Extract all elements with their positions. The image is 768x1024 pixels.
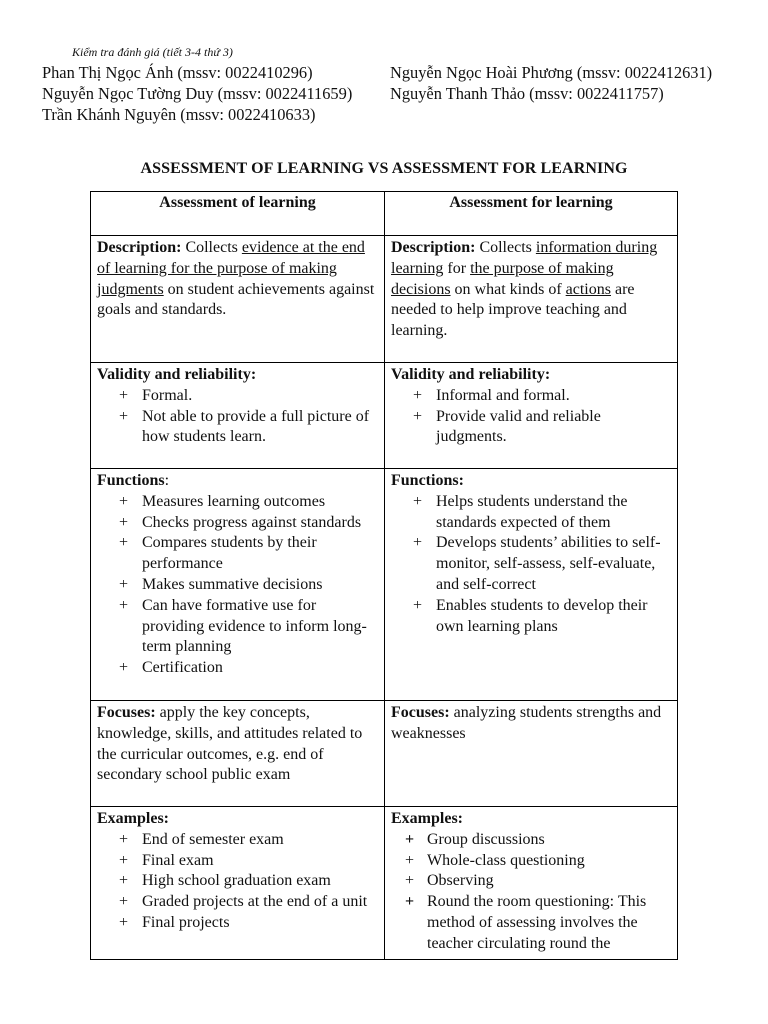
document-title: ASSESSMENT OF LEARNING VS ASSESSMENT FOR LEARNING (140, 160, 628, 177)
focuses-row (91, 701, 678, 807)
plus-bullet-icon: + (413, 492, 423, 510)
list-item-text: Observing (427, 872, 494, 890)
focuses-of-cell (91, 701, 385, 807)
list-item (97, 386, 378, 407)
functions-for-list (391, 492, 671, 638)
list-item-text: Develops students’ abilities to self- monitor, self-assess, self-evaluate, and self-correct (436, 534, 661, 593)
list-item-text: Helps students understand the standards expected of them (436, 492, 628, 531)
functions-label: Functions (97, 472, 165, 489)
text: for (443, 259, 471, 277)
text: Collects (475, 239, 536, 256)
plus-bullet-icon: + (405, 851, 415, 869)
list-item (391, 596, 671, 638)
plus-bullet-icon: + (119, 872, 129, 890)
list-item (97, 596, 378, 658)
table-header-row (91, 192, 678, 236)
functions-for-cell (385, 469, 678, 701)
list-item-text: High school graduation exam (142, 872, 331, 890)
underlined-text: actions (565, 280, 611, 298)
list-item (97, 513, 378, 534)
plus-bullet-icon: + (119, 407, 129, 425)
plus-bullet-icon: + (405, 893, 415, 911)
list-item (391, 492, 671, 534)
plus-bullet-icon: + (405, 830, 415, 848)
functions-of-cell (91, 469, 385, 701)
plus-bullet-icon: + (119, 596, 129, 614)
authors-left (42, 63, 352, 125)
author-name: Nguyễn Ngọc Hoài Phương (mssv: 0022412631) (390, 63, 713, 82)
list-item (391, 386, 671, 407)
functions-row (91, 469, 678, 701)
description-of-cell (91, 236, 385, 363)
plus-bullet-icon: + (119, 913, 129, 931)
underlined-text: evidence at the end of learning for the purpose of making judgments (97, 239, 365, 298)
list-item (97, 492, 378, 513)
validity-label: Validity and reliability: (97, 366, 257, 383)
validity-for-list (391, 386, 671, 448)
comparison-table (90, 191, 678, 960)
authors-right (390, 63, 712, 105)
plus-bullet-icon: + (119, 851, 129, 869)
text: on what kinds of (450, 280, 566, 298)
course-subtitle: Kiểm tra đánh giá (tiết 3-4 thứ 3) (72, 45, 233, 59)
examples-for-list (391, 830, 671, 955)
text: are needed to help improve teaching and learning. (391, 280, 635, 340)
plus-bullet-icon: + (119, 534, 129, 552)
list-item (97, 658, 378, 679)
list-item-text: Checks progress against standards (142, 513, 362, 531)
validity-for-cell (385, 363, 678, 469)
plus-bullet-icon: + (119, 513, 129, 531)
text: apply the key concepts, knowledge, skills, and attitudes related to the curricular outcomes, e.g. end of secondary school public exam (97, 704, 363, 784)
description-label: Description: (391, 239, 476, 256)
list-item-text: Informal and formal. (436, 386, 570, 404)
list-item (391, 871, 671, 892)
header-assessment-of-learning: Assessment of learning (91, 192, 385, 236)
list-item-text: Graded projects at the end of a unit (142, 893, 368, 911)
focuses-label: Focuses: (391, 704, 450, 721)
list-item-text: Enables students to develop their own learning plans (436, 596, 648, 635)
functions-heading (97, 471, 378, 492)
list-item-text: Round the room questioning: This method of assessing involves the teacher circulating round the (427, 893, 647, 952)
list-item (391, 851, 671, 872)
examples-of-list (97, 830, 378, 934)
list-item (391, 533, 671, 595)
functions-label: Functions: (391, 472, 464, 489)
examples-for-cell (385, 807, 678, 960)
list-item (97, 575, 378, 596)
author-name: Trần Khánh Nguyên (mssv: 0022410633) (42, 104, 316, 124)
list-item-text: Measures learning outcomes (142, 492, 326, 510)
list-item (97, 533, 378, 575)
plus-bullet-icon: + (119, 893, 129, 911)
author-name: Nguyễn Thanh Thảo (mssv: 0022411757) (390, 83, 664, 103)
examples-of-cell (91, 807, 385, 960)
list-item-text: Whole-class questioning (427, 851, 585, 869)
list-item-text: Final projects (142, 913, 230, 931)
list-item-text: Formal. (142, 386, 193, 404)
underlined-text: information during learning (391, 239, 658, 277)
header-assessment-for-learning: Assessment for learning (385, 192, 678, 236)
plus-bullet-icon: + (119, 659, 129, 677)
plus-bullet-icon: + (413, 534, 423, 552)
focuses-label: Focuses: (97, 704, 156, 721)
text: on student achievements against goals and standards. (97, 280, 375, 319)
description-for-cell (385, 236, 678, 363)
plus-bullet-icon: + (405, 872, 415, 890)
plus-bullet-icon: + (119, 830, 129, 848)
list-item-text: Can have formative use for providing evidence to inform long-term planning (142, 596, 367, 656)
validity-of-cell (91, 363, 385, 469)
list-item (97, 407, 378, 449)
text: Collects (181, 239, 242, 256)
list-item (97, 892, 378, 913)
description-row (91, 236, 678, 363)
underlined-text: the purpose of making decisions (391, 259, 614, 298)
validity-of-list (97, 386, 378, 448)
functions-of-list (97, 492, 378, 679)
author-name: Phan Thị Ngọc Ánh (mssv: 0022410296) (42, 63, 313, 82)
plus-bullet-icon: + (119, 386, 129, 404)
text: analyzing students strengths and weaknesses (391, 704, 662, 742)
list-item (97, 851, 378, 872)
description-label: Description: (97, 239, 182, 256)
text: : (164, 472, 170, 489)
list-item-text: Group discussions (427, 830, 545, 848)
examples-label: Examples: (391, 810, 463, 827)
list-item-text: End of semester exam (142, 830, 284, 848)
plus-bullet-icon: + (413, 407, 423, 425)
plus-bullet-icon: + (119, 492, 129, 510)
plus-bullet-icon: + (119, 575, 129, 593)
list-item-text: Compares students by their performance (142, 534, 317, 573)
list-item-text: Final exam (142, 851, 214, 869)
list-item (391, 892, 671, 954)
list-item (391, 407, 671, 449)
author-name: Nguyễn Ngọc Tường Duy (mssv: 0022411659) (42, 83, 353, 103)
validity-row (91, 363, 678, 469)
examples-label: Examples: (97, 810, 169, 827)
list-item (97, 913, 378, 934)
list-item (97, 871, 378, 892)
validity-label: Validity and reliability: (391, 366, 551, 383)
plus-bullet-icon: + (413, 596, 423, 614)
plus-bullet-icon: + (413, 386, 423, 404)
list-item-text: Makes summative decisions (142, 575, 323, 593)
list-item-text: Certification (142, 659, 223, 677)
list-item (97, 830, 378, 851)
list-item (391, 830, 671, 851)
list-item-text: Not able to provide a full picture of how students learn. (142, 407, 370, 446)
focuses-for-cell (385, 701, 678, 807)
list-item-text: Provide valid and reliable judgments. (436, 407, 601, 446)
examples-row (91, 807, 678, 960)
